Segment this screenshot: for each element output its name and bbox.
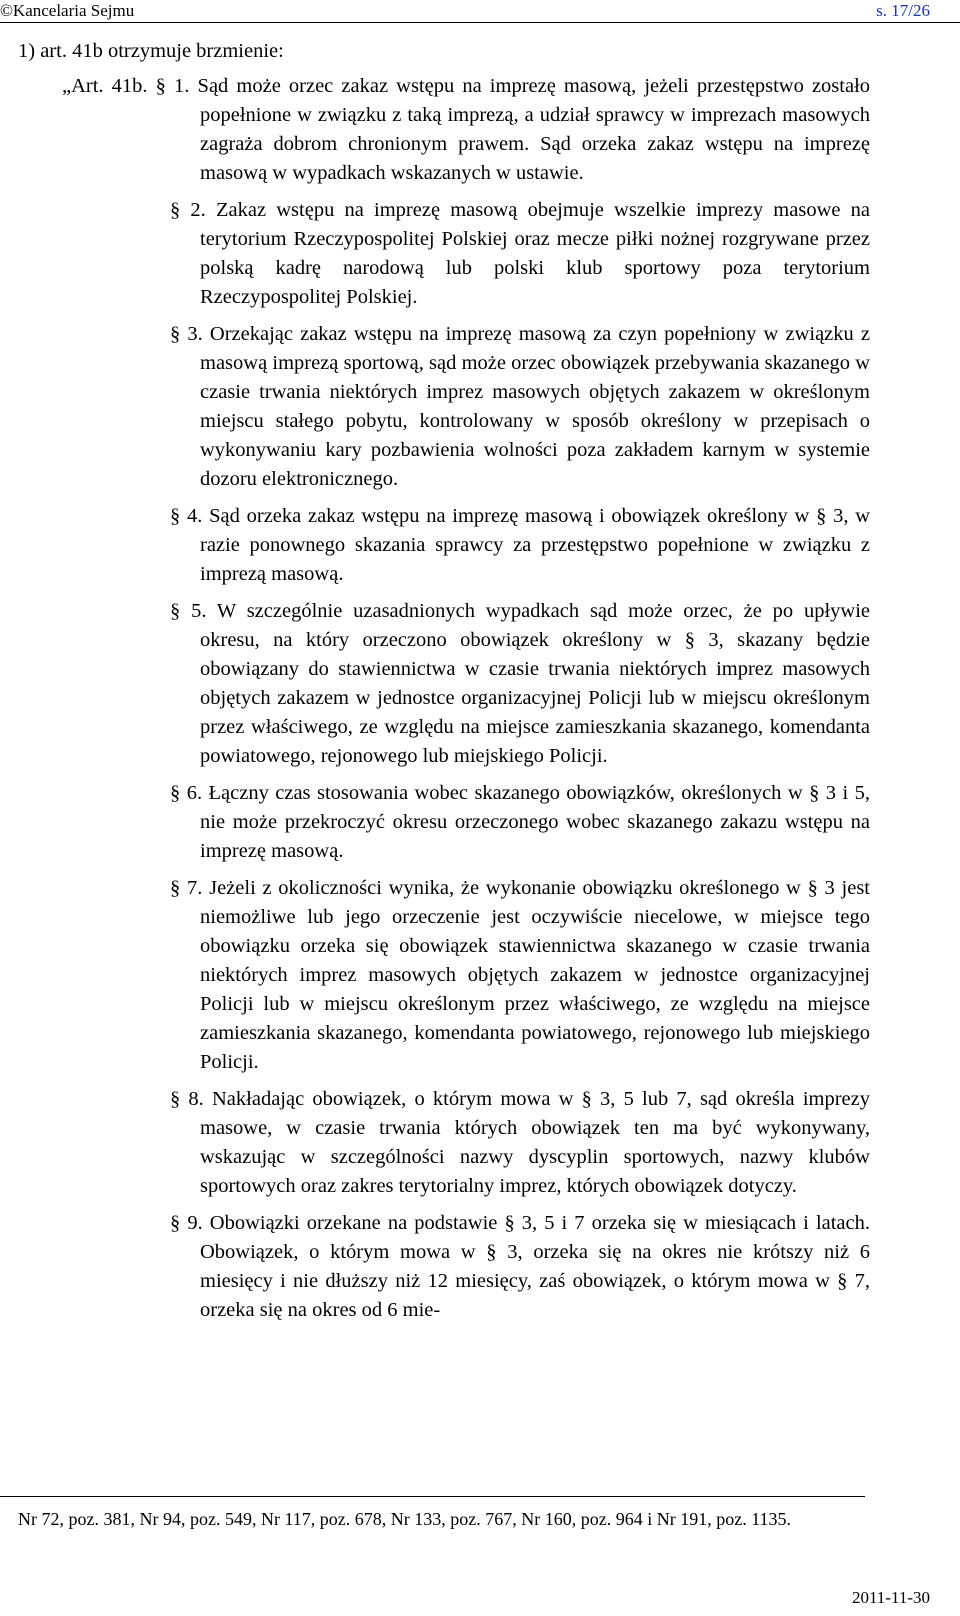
page-header [0, 0, 960, 22]
paragraph-7 [0, 874, 960, 1077]
paragraph-6 [0, 779, 960, 866]
paragraph-8 [0, 1085, 960, 1201]
footnote-rule [0, 1496, 865, 1497]
paragraph-number: § 8. [170, 1088, 204, 1110]
amendment-intro: 1) art. 41b otrzymuje brzmienie: [18, 40, 284, 62]
paragraph-text: W szczególnie uzasadnionych wypadkach sąd może orzec, że po upływie okresu, na który orzeczono obowiązek określony w § 3, skazany będzie obowiązany do stawiennictwa w czasie trwania niektórych imprez masowych objętych zakazem w jednostce organizacyjnej Policji lub w miejscu określonym przez właściwego, ze względu na miejsce zamieszkania skazanego, komendanta powiatowego, rejonowego lub miejskiego Policji. [200, 600, 870, 767]
document-date: 2011-11-30 [851, 1588, 930, 1607]
page-number: s. 17/26 [876, 1, 930, 20]
paragraph-3 [0, 320, 960, 494]
paragraph-1 [0, 72, 960, 188]
paragraph-text: Zakaz wstępu na imprezę masową obejmuje wszelkie imprezy masowe na terytorium Rzeczypospolitej Polskiej oraz mecze piłki nożnej rozgrywane przez polską kadrę narodową lub polski klub sportowy poza terytorium Rzeczypospolitej Polskiej. [200, 199, 871, 308]
document-body [0, 38, 960, 1333]
paragraph-number: § 4. [170, 505, 203, 527]
paragraph-2 [0, 196, 960, 312]
paragraph-text: Sąd może orzec zakaz wstępu na imprezę masową, jeżeli przestępstwo zostało popełnione w związku z taką imprezą, a udział sprawcy w imprezach masowych zagraża dobrom chronionym prawem. Sąd orzeka zakaz wstępu na imprezę masową w wypadkach wskazanych w ustawie. [197, 75, 871, 184]
paragraph-number: § 7. [170, 877, 203, 899]
paragraph-text: Orzekając zakaz wstępu na imprezę masową za czyn popełniony w związku z masową imprezą sportową, sąd może orzec obowiązek przebywania skazanego w czasie trwania niektórych imprez masowych objętych zakazem w określonym miejscu stałego pobytu, kontrolowany w sposób określony w przepisach o wykonywaniu kary pozbawienia wolności poza zakładem karnym w systemie dozoru elektronicznego. [200, 323, 871, 490]
paragraph-5 [0, 597, 960, 771]
paragraph-text: Nakładając obowiązek, o którym mowa w § 3, 5 lub 7, sąd określa imprezy masowe, w czasie trwania których obowiązek ten ma być wykonywany, wskazując w szczególności nazwy dyscyplin sportowych, nazwy klubów sportowych oraz zakres terytorialny imprez, których obowiązek dotyczy. [200, 1088, 871, 1197]
paragraph-number: § 9. [170, 1212, 203, 1234]
paragraph-text: Jeżeli z okoliczności wynika, że wykonanie obowiązku określonego w § 3 jest niemożliwe lub jego orzeczenie jest oczywiście niecelowe, w miejsce tego obowiązku orzeka się obowiązek stawiennictwa skazanego w czasie trwania niektórych imprez masowych objętych zakazem w jednostce organizacyjnej Policji lub w miejscu określonym przez właściwego, ze względu na miejsce zamieszkania skazanego, komendanta powiatowego, rejonowego lub miejskiego Policji. [200, 877, 871, 1073]
paragraph-text: Łączny czas stosowania wobec skazanego obowiązków, określonych w § 3 i 5, nie może przekroczyć okresu orzeczonego wobec skazanego zakazu wstępu na imprezę masową. [200, 782, 870, 862]
source-label: ©Kancelaria Sejmu [0, 1, 135, 20]
paragraph-number: § 2. [170, 199, 206, 221]
paragraph-text: Obowiązki orzekane na podstawie § 3, 5 i 7 orzeka się w miesiącach i latach. Obowiązek, o którym mowa w § 3, orzeka się na okres nie krótszy niż 6 miesięcy i nie dłuższy niż 12 miesięcy, zaś obowiązek, o którym mowa w § 7, orzeka się na okres od 6 mie- [200, 1212, 871, 1321]
footnote: Nr 72, poz. 381, Nr 94, poz. 549, Nr 117, poz. 678, Nr 133, poz. 767, Nr 160, poz. 964 i Nr 191, poz. 1135. [18, 1509, 792, 1529]
paragraph-9 [0, 1209, 960, 1325]
header-rule [0, 22, 960, 23]
paragraph-text: Sąd orzeka zakaz wstępu na imprezę masową i obowiązek określony w § 3, w razie ponownego skazania sprawcy za przestępstwo popełnione w związku z imprezą masową. [200, 505, 871, 585]
paragraph-number: § 3. [170, 323, 203, 345]
article-label: „Art. 41b. [62, 75, 148, 97]
paragraph-number: § 6. [170, 782, 203, 804]
paragraph-number: § 5. [170, 600, 207, 622]
paragraph-number: § 1. [155, 75, 190, 97]
paragraph-4 [0, 502, 960, 589]
